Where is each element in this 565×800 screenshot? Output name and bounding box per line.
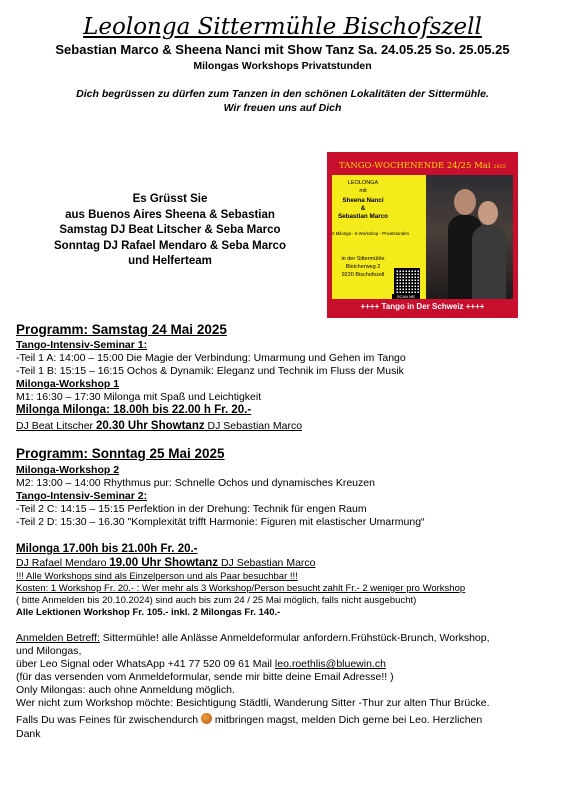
- poster-header: TANGO-WOCHENENDE 24/25 Mai 2025: [338, 161, 506, 171]
- info-workshops: !!! Alle Workshops sind als Einzelperson und als Paar besuchbar !!!: [16, 571, 298, 582]
- poster-location: in der Sittermühle: [341, 256, 385, 262]
- sunday-dj-show: DJ Rafael Mendaro 19.00 Uhr Showtanz DJ Sebastian Marco: [16, 557, 316, 569]
- contact-line-2: und Milongas,: [16, 645, 82, 657]
- contact-line-6: Wer nicht zum Workshop möchte: Besichtigung Städtli, Wanderung Sitter -Thur zur alten Thur Brücke.: [16, 697, 490, 709]
- event-subtitle: Sebastian Marco & Sheena Nanci mit Show Tanz Sa. 24.05.25 So. 25.05.25: [55, 42, 510, 57]
- event-poster: [327, 152, 518, 318]
- poster-name-1: Sheena Nanci: [342, 197, 384, 204]
- info-costs: Kosten: 1 Workshop Fr. 20.- : Wer mehr als 3 Workshop/Person besucht zahlt Fr.- 2 weniger pro Workshop: [16, 583, 466, 594]
- poster-brand: LEOLONGA: [347, 180, 379, 186]
- food-icon: [201, 713, 212, 724]
- saturday-heading: Programm: Samstag 24 Mai 2025: [16, 322, 227, 337]
- dancers-photo: [426, 175, 513, 299]
- email-link[interactable]: leo.roethlis@bluewin.ch: [274, 658, 386, 670]
- poster-footer: ++++ Tango in Der Schweiz ++++: [360, 302, 485, 311]
- greeting-line: Es Grüsst Sie: [132, 193, 208, 205]
- qr-code-icon[interactable]: [394, 268, 420, 294]
- info-all-lessons: Alle Lektionen Workshop Fr. 105.- inkl. 2 Milongas Fr. 140.-: [16, 607, 281, 618]
- greeting-block: [20, 192, 320, 270]
- workshop-1-title: Milonga-Workshop 1: [16, 378, 120, 390]
- greeting-line: und Helferteam: [128, 255, 212, 267]
- session-2c: -Teil 2 C: 14:15 – 15:15 Perfektion in der Drehung: Technik für engen Raum: [16, 503, 367, 515]
- poster-mit: mit: [359, 188, 367, 194]
- poster-name-2: Sebastian Marco: [337, 213, 389, 220]
- page-title: Leolonga Sittermühle Bischofszell: [83, 14, 482, 40]
- sunday-milonga: Milonga 17.00h bis 21.00h Fr. 20.-: [16, 543, 198, 555]
- session-1a: -Teil 1 A: 14:00 – 15:00 Die Magie der Verbindung: Umarmung und Gehen im Tango: [16, 352, 406, 364]
- workshop-2-title: Milonga-Workshop 2: [16, 464, 120, 476]
- info-registration: ( bitte Anmelden bis 20.10.2024) sind auch bis zum 24 / 25 Mai möglich, falls nicht ausgebucht): [16, 595, 417, 606]
- seminar-1-title: Tango-Intensiv-Seminar 1:: [16, 339, 148, 351]
- poster-and: &: [360, 205, 366, 212]
- welcome-line-1: Dich begrüssen zu dürfen zum Tanzen in den schönen Lokalitäten der Sittermühle.: [76, 88, 489, 100]
- contact-line-1: Anmelden Betreff: Sittermühle! alle Anlässe Anmeldeformular anfordern.Frühstück-Brunch, Workshop,: [16, 632, 490, 644]
- session-m1: M1: 16:30 – 17:30 Milonga mit Spaß und Leichtigkeit: [16, 391, 262, 403]
- contact-line-8: Dank: [16, 728, 41, 740]
- poster-panel: [332, 175, 513, 299]
- welcome-line-2: Wir freuen uns auf Dich: [223, 102, 342, 114]
- contact-line-7: Falls Du was Feines für zwischendurch mitbringen magst, melden Dich gerne bei Leo. Herzlichen: [16, 714, 483, 726]
- sunday-heading: Programm: Sonntag 25 Mai 2025: [16, 446, 225, 461]
- greeting-line: aus Buenos Aires Sheena & Sebastian: [65, 208, 275, 221]
- greeting-line: Sonntag DJ Rafael Mendaro & Seba Marco: [54, 239, 286, 252]
- poster-program: 2 Milonga - 6 Workshop - Privatstunden: [332, 231, 410, 236]
- event-subline: Milongas Workshops Privatstunden: [193, 60, 372, 72]
- session-m2: M2: 13:00 – 14:00 Rhythmus pur: Schnelle Ochos und dynamisches Kreuzen: [16, 477, 375, 489]
- session-1b: -Teil 1 B: 15:15 – 16:15 Ochos & Dynamik: Eleganz und Technik im Fluss der Musik: [16, 365, 404, 377]
- saturday-dj-show: DJ Beat Litscher 20.30 Uhr Showtanz DJ Sebastian Marco: [16, 420, 303, 432]
- contact-line-5: Only Milongas: auch ohne Anmeldung möglich.: [16, 684, 235, 696]
- scan-me-label: SCAN ME: [392, 294, 420, 299]
- session-2d: -Teil 2 D: 15:30 – 16.30 "Komplexität trifft Harmonie: Figuren mit elastischer Umarmung“: [16, 516, 425, 528]
- seminar-2-title: Tango-Intensiv-Seminar 2:: [16, 490, 148, 502]
- greeting-line: Samstag DJ Beat Litscher & Seba Marco: [59, 224, 281, 236]
- contact-line-3: über Leo Signal oder WhatsApp +41 77 520 09 61 Mail leo.roethlis@bluewin.ch: [16, 658, 386, 670]
- saturday-milonga: Milonga Milonga: 18.00h bis 22.00 h Fr. 20.-: [16, 404, 252, 416]
- poster-location: Bleicherweg 2: [345, 264, 381, 270]
- contact-line-4: (für das versenden vom Anmeldeformular, sende mir bitte deine Email Adresse!! ): [16, 671, 394, 683]
- poster-location: 9220 Bischofszell: [341, 272, 385, 278]
